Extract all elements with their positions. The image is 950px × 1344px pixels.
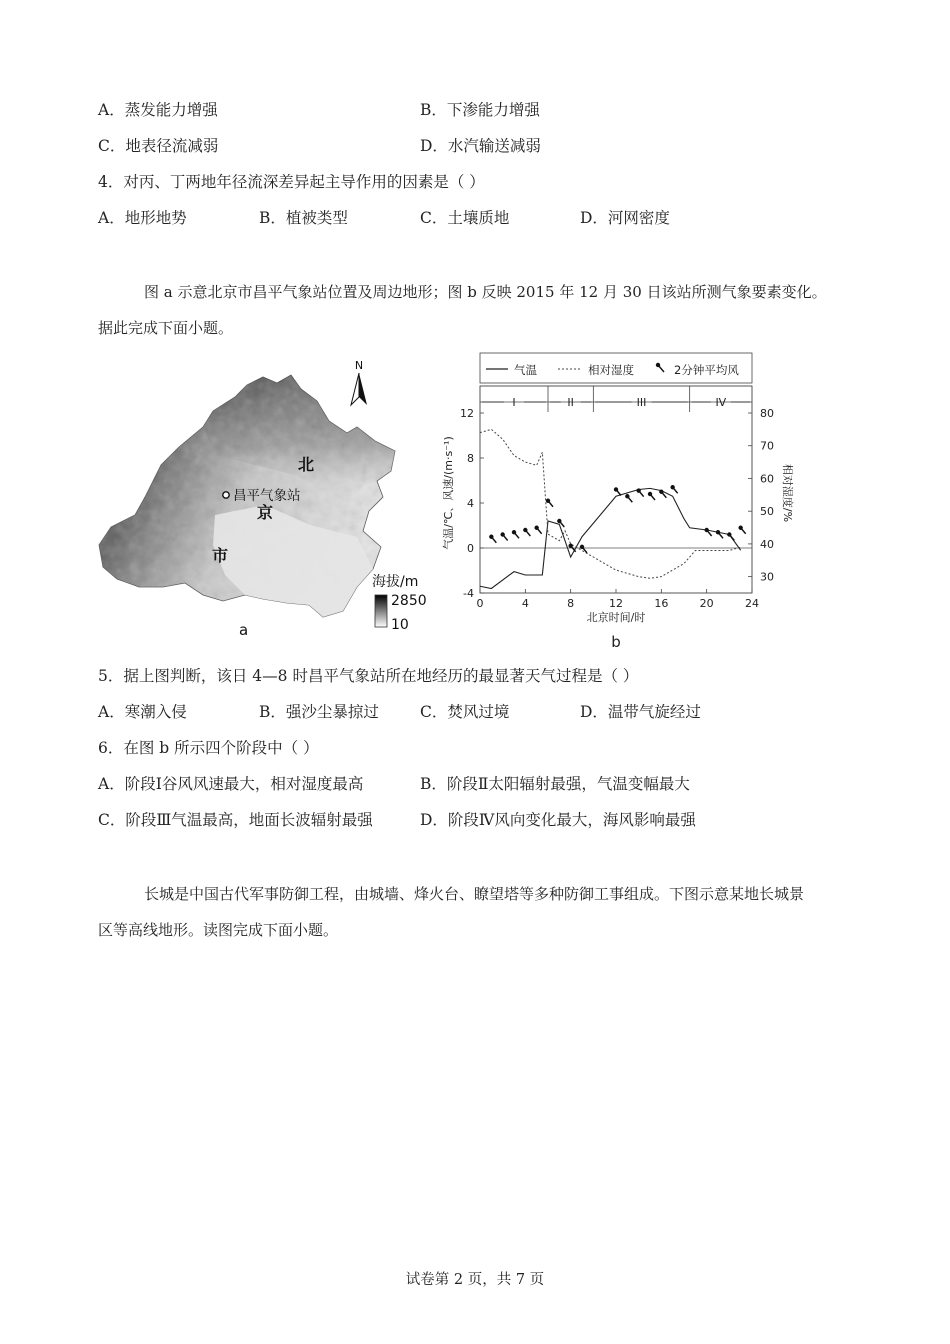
wind-marker-point (738, 526, 742, 530)
wind-marker-point (500, 532, 504, 536)
legend-temp: 气温 (514, 363, 537, 377)
station-label: 昌平气象站 (233, 488, 301, 504)
north-arrow-icon (359, 373, 367, 405)
q5-option-b: B．强沙尘暴掠过 (259, 703, 379, 721)
y-right-axis-label: 相对湿度/% (781, 463, 794, 523)
wind-marker-point (523, 528, 527, 532)
wind-marker-point (546, 499, 550, 503)
wind-marker-point (568, 544, 572, 548)
figure-b-chart (436, 350, 794, 652)
y-right-tick-label: 70 (760, 439, 774, 453)
q6-option-c: C．阶段Ⅲ气温最高，地面长波辐射最强 (98, 811, 373, 829)
wind-marker-point (704, 528, 708, 532)
stage-label: III (636, 396, 647, 409)
q3-option-b: B．下渗能力增强 (420, 101, 540, 119)
figure-a-map (95, 355, 440, 645)
y-right-tick-label: 80 (760, 407, 774, 420)
legend-max: 2850 (391, 593, 427, 609)
y-right-tick-label: 60 (760, 472, 774, 486)
legend-humidity: 相对湿度 (588, 363, 634, 377)
q5-option-d: D．温带气旋经过 (580, 703, 701, 721)
stage-label: IV (715, 396, 727, 409)
wind-marker-point (648, 492, 652, 496)
q3-option-d: D．水汽输送减弱 (420, 137, 541, 155)
x-tick-label: 24 (745, 597, 759, 610)
q6-option-a: A．阶段Ⅰ谷风风速最大，相对湿度最高 (98, 775, 364, 793)
x-tick-label: 16 (654, 597, 669, 610)
q5-option-a: A．寒潮入侵 (98, 703, 187, 721)
q5-stem: 5．据上图判断，该日 4—8 时昌平气象站所在地经历的最显著天气过程是（ ） (98, 667, 639, 685)
q3-option-c: C．地表径流减弱 (98, 137, 219, 155)
stage-label: II (567, 396, 574, 409)
x-axis-label: 北京时间/时 (586, 611, 646, 624)
wind-marker-point (625, 494, 629, 498)
wind-marker-point (716, 530, 720, 534)
q6-option-b: B．阶段Ⅱ太阳辐射最强，气温变幅最大 (420, 775, 690, 793)
wind-marker-point (636, 488, 640, 492)
q3-option-a: A．蒸发能力增强 (98, 101, 218, 119)
legend-min: 10 (391, 617, 409, 633)
map-svg (95, 355, 440, 645)
q4-stem: 4．对丙、丁两地年径流深差异起主导作用的因素是（ ） (98, 173, 485, 191)
x-tick-label: 8 (567, 597, 575, 610)
figure-b-caption: b (611, 633, 621, 651)
figure-a-caption: a (239, 621, 249, 639)
map-label-shi: 市 (212, 546, 229, 565)
intro-paragraph-2 (98, 876, 858, 948)
x-tick-label: 0 (476, 597, 484, 610)
intro-1-line-1: 图 a 示意北京市昌平气象站位置及周边地形；图 b 反映 2015 年 12 月 30 日该站所测气象要素变化。 (144, 283, 827, 301)
intro-2-line-2: 区等高线地形。读图完成下面小题。 (98, 921, 339, 939)
series-temperature-line (480, 488, 741, 588)
map-label-jing: 京 (257, 503, 274, 522)
map-label-bei: 北 (298, 455, 315, 474)
y-left-tick-label: 8 (467, 452, 474, 465)
q5-option-c: C．焚风过境 (420, 703, 510, 721)
wind-marker-point (580, 545, 584, 549)
y-left-axis-label: 气温/℃、风速/(m·s⁻¹) (442, 436, 455, 550)
intro-1-line-2: 据此完成下面小题。 (98, 319, 234, 337)
q6-stem: 6．在图 b 所示四个阶段中（ ） (98, 739, 319, 757)
q4-option-c: C．土壤质地 (420, 209, 510, 227)
north-label: N (354, 359, 364, 372)
wind-marker-point (670, 485, 674, 489)
y-left-tick-label: 4 (467, 497, 474, 510)
wind-marker-point (534, 526, 538, 530)
y-left-tick-label: 12 (460, 407, 474, 420)
intro-paragraph-1 (98, 274, 858, 346)
stage-label: I (512, 396, 516, 409)
legend-gradient (375, 595, 387, 627)
chart-svg (436, 350, 794, 652)
x-tick-label: 12 (609, 597, 623, 610)
q4-option-a: A．地形地势 (98, 209, 187, 227)
y-left-tick-label: 0 (467, 542, 474, 555)
legend-title: 海拔/m (372, 574, 419, 590)
y-right-tick-label: 30 (760, 570, 774, 584)
y-right-tick-label: 50 (760, 505, 774, 519)
y-left-tick-label: -4 (463, 587, 474, 600)
wind-marker-point (489, 535, 493, 539)
wind-marker-point (659, 490, 663, 494)
wind-marker-point (557, 519, 561, 523)
wind-marker-point (512, 530, 516, 534)
x-tick-label: 20 (699, 597, 714, 610)
page-footer: 试卷第 2 页，共 7 页 (405, 1272, 545, 1288)
wind-marker-point (727, 532, 731, 536)
wind-marker-point (614, 487, 618, 491)
y-right-tick-label: 40 (760, 537, 774, 551)
intro-2-line-1: 长城是中国古代军事防御工程，由城墙、烽火台、瞭望塔等多种防御工事组成。下图示意某地长城景 (144, 885, 805, 903)
q6-option-d: D．阶段Ⅳ风向变化最大，海风影响最强 (420, 811, 696, 829)
q4-option-b: B．植被类型 (259, 209, 348, 227)
x-tick-label: 4 (521, 597, 529, 610)
q4-option-d: D．河网密度 (580, 209, 670, 227)
station-marker (223, 492, 229, 498)
legend-wind: 2分钟平均风 (674, 363, 739, 377)
